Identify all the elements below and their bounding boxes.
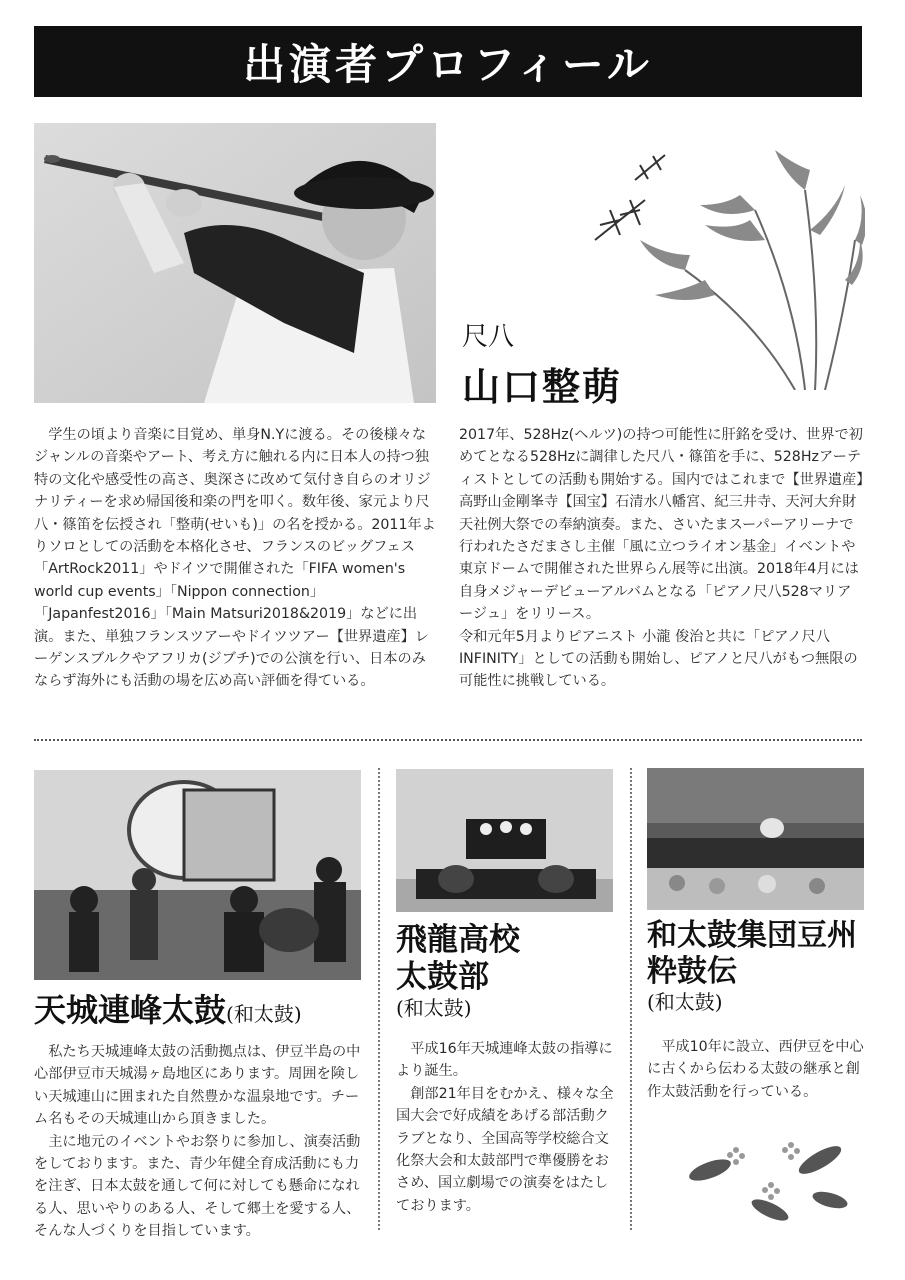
- page-title: 出演者プロフィール: [34, 26, 862, 97]
- bio-paragraph: 2017年、528Hz(ヘルツ)の持つ可能性に肝銘を受け、世界で初めてとなる528Hzに調律した尺八・篠笛を手に、528Hzアーティストとしての活動も開始する。国内ではこれまで【世界遺産】高野山金剛峯寺【国宝】石清水八幡宮、紀三井寺、天河大弁財天社例大祭での奉納演奏。また、さいたまスーパーアリーナで行われたさだまさし主催「風に立つライオン基金」イベントや東京ドームで開催された世界らん展等に出演。2018年4月には自身メジャーデビューアルバムとなる「ピアノ尺八528マリアージュ」をリリース。: [459, 427, 864, 623]
- column-divider: [630, 768, 632, 1230]
- group-photo-hiryu: [396, 769, 613, 912]
- group-description-zushu: [647, 1036, 865, 1103]
- performer-photo: [34, 123, 436, 403]
- performer-bio-left: [34, 424, 438, 693]
- group-title-amagi: [34, 991, 302, 1029]
- bio-paragraph: 学生の頃より音楽に目覚め、単身N.Yに渡る。その後様々なジャンルの音楽やアート、考え方に触れる内に日本人の持つ独特の文化や感受性の高さ、奥深さに改めて気付き自らのオリジナリティーを求め帰国後和楽の門を叩く。数年後、家元より尺八・篠笛を伝授され「整萌(せいも)」の名を授かる。2011年よりソロとしての活動を本格化させ、フランスのビッグフェス「ArtRock2011」やドイツで開催された「FIFA women's world cup events」「Nippon connection」「Japanfest2016」「Main Matsuri2018&2019」などに出演。また、単独フランスツアーやドイツツアー【世界遺産】レーゲンスブルクやアフリカ(ジブチ)での公演を行い、日本のみならず海外にも活動の場を広め高い評価を得ている。: [34, 427, 436, 690]
- column-divider: [378, 768, 380, 1230]
- bio-paragraph: 令和元年5月よりピアニスト 小瀧 俊治と共に「ピアノ尺八INFINITY」としての活動も開始し、ピアノと尺八がもつ無限の可能性に挑戦している。: [459, 628, 858, 690]
- group-name-line2: 粋鼓伝: [647, 954, 737, 989]
- pampas-grass-illustration: [575, 150, 865, 390]
- section-divider: [34, 739, 862, 741]
- group-title-zushu: [647, 918, 857, 1014]
- group-genre: (和太鼓): [396, 996, 472, 1021]
- group-description-amagi: [34, 1041, 366, 1243]
- group-paragraph: 私たち天城連峰太鼓の活動拠点は、伊豆半島の中心部伊豆市天城湯ヶ島地区にあります。周囲を険しい天城連山に囲まれた自然豊かな温泉地です。チーム名もその天城連山から頂きました。: [34, 1044, 361, 1128]
- performer-name: 山口整萌: [462, 364, 623, 409]
- group-photo-amagi: [34, 770, 361, 980]
- performer-bio-right: [459, 424, 865, 693]
- group-name-line2: 太鼓部: [396, 959, 489, 996]
- group-paragraph: 平成10年に設立、西伊豆を中心に古くから伝わる太鼓の継承と創作太鼓活動を行っている。: [647, 1039, 864, 1100]
- group-photo-zushu: [647, 768, 864, 910]
- group-paragraph: 創部21年目をむかえ、様々な全国大会で好成績をあげる部活動クラブとなり、全国高等学校総合文化祭大会和太鼓部門で準優勝をおさめ、国立劇場での演奏をはたしております。: [396, 1085, 614, 1214]
- group-paragraph: 平成16年天城連峰太鼓の指導により誕生。: [396, 1041, 613, 1080]
- group-paragraph: 主に地元のイベントやお祭りに参加し、演奏活動をしております。また、青少年健全育成活動にも力を注ぎ、日本太鼓を通して何に対しても懸命になれる人、思いやりのある人、そして郷土を愛する人、そんな人づくりを目指しています。: [34, 1133, 361, 1240]
- performer-role: 尺八: [462, 322, 515, 352]
- flower-illustration: [670, 1130, 860, 1230]
- group-genre: (和太鼓): [226, 1002, 302, 1026]
- group-name-line1: 和太鼓集団豆州: [647, 918, 857, 953]
- group-description-hiryu: [396, 1038, 616, 1217]
- group-genre: (和太鼓): [647, 990, 723, 1014]
- group-name: 天城連峰太鼓: [34, 991, 227, 1029]
- group-name-line1: 飛龍高校: [396, 922, 520, 958]
- group-title-hiryu: [396, 922, 520, 1020]
